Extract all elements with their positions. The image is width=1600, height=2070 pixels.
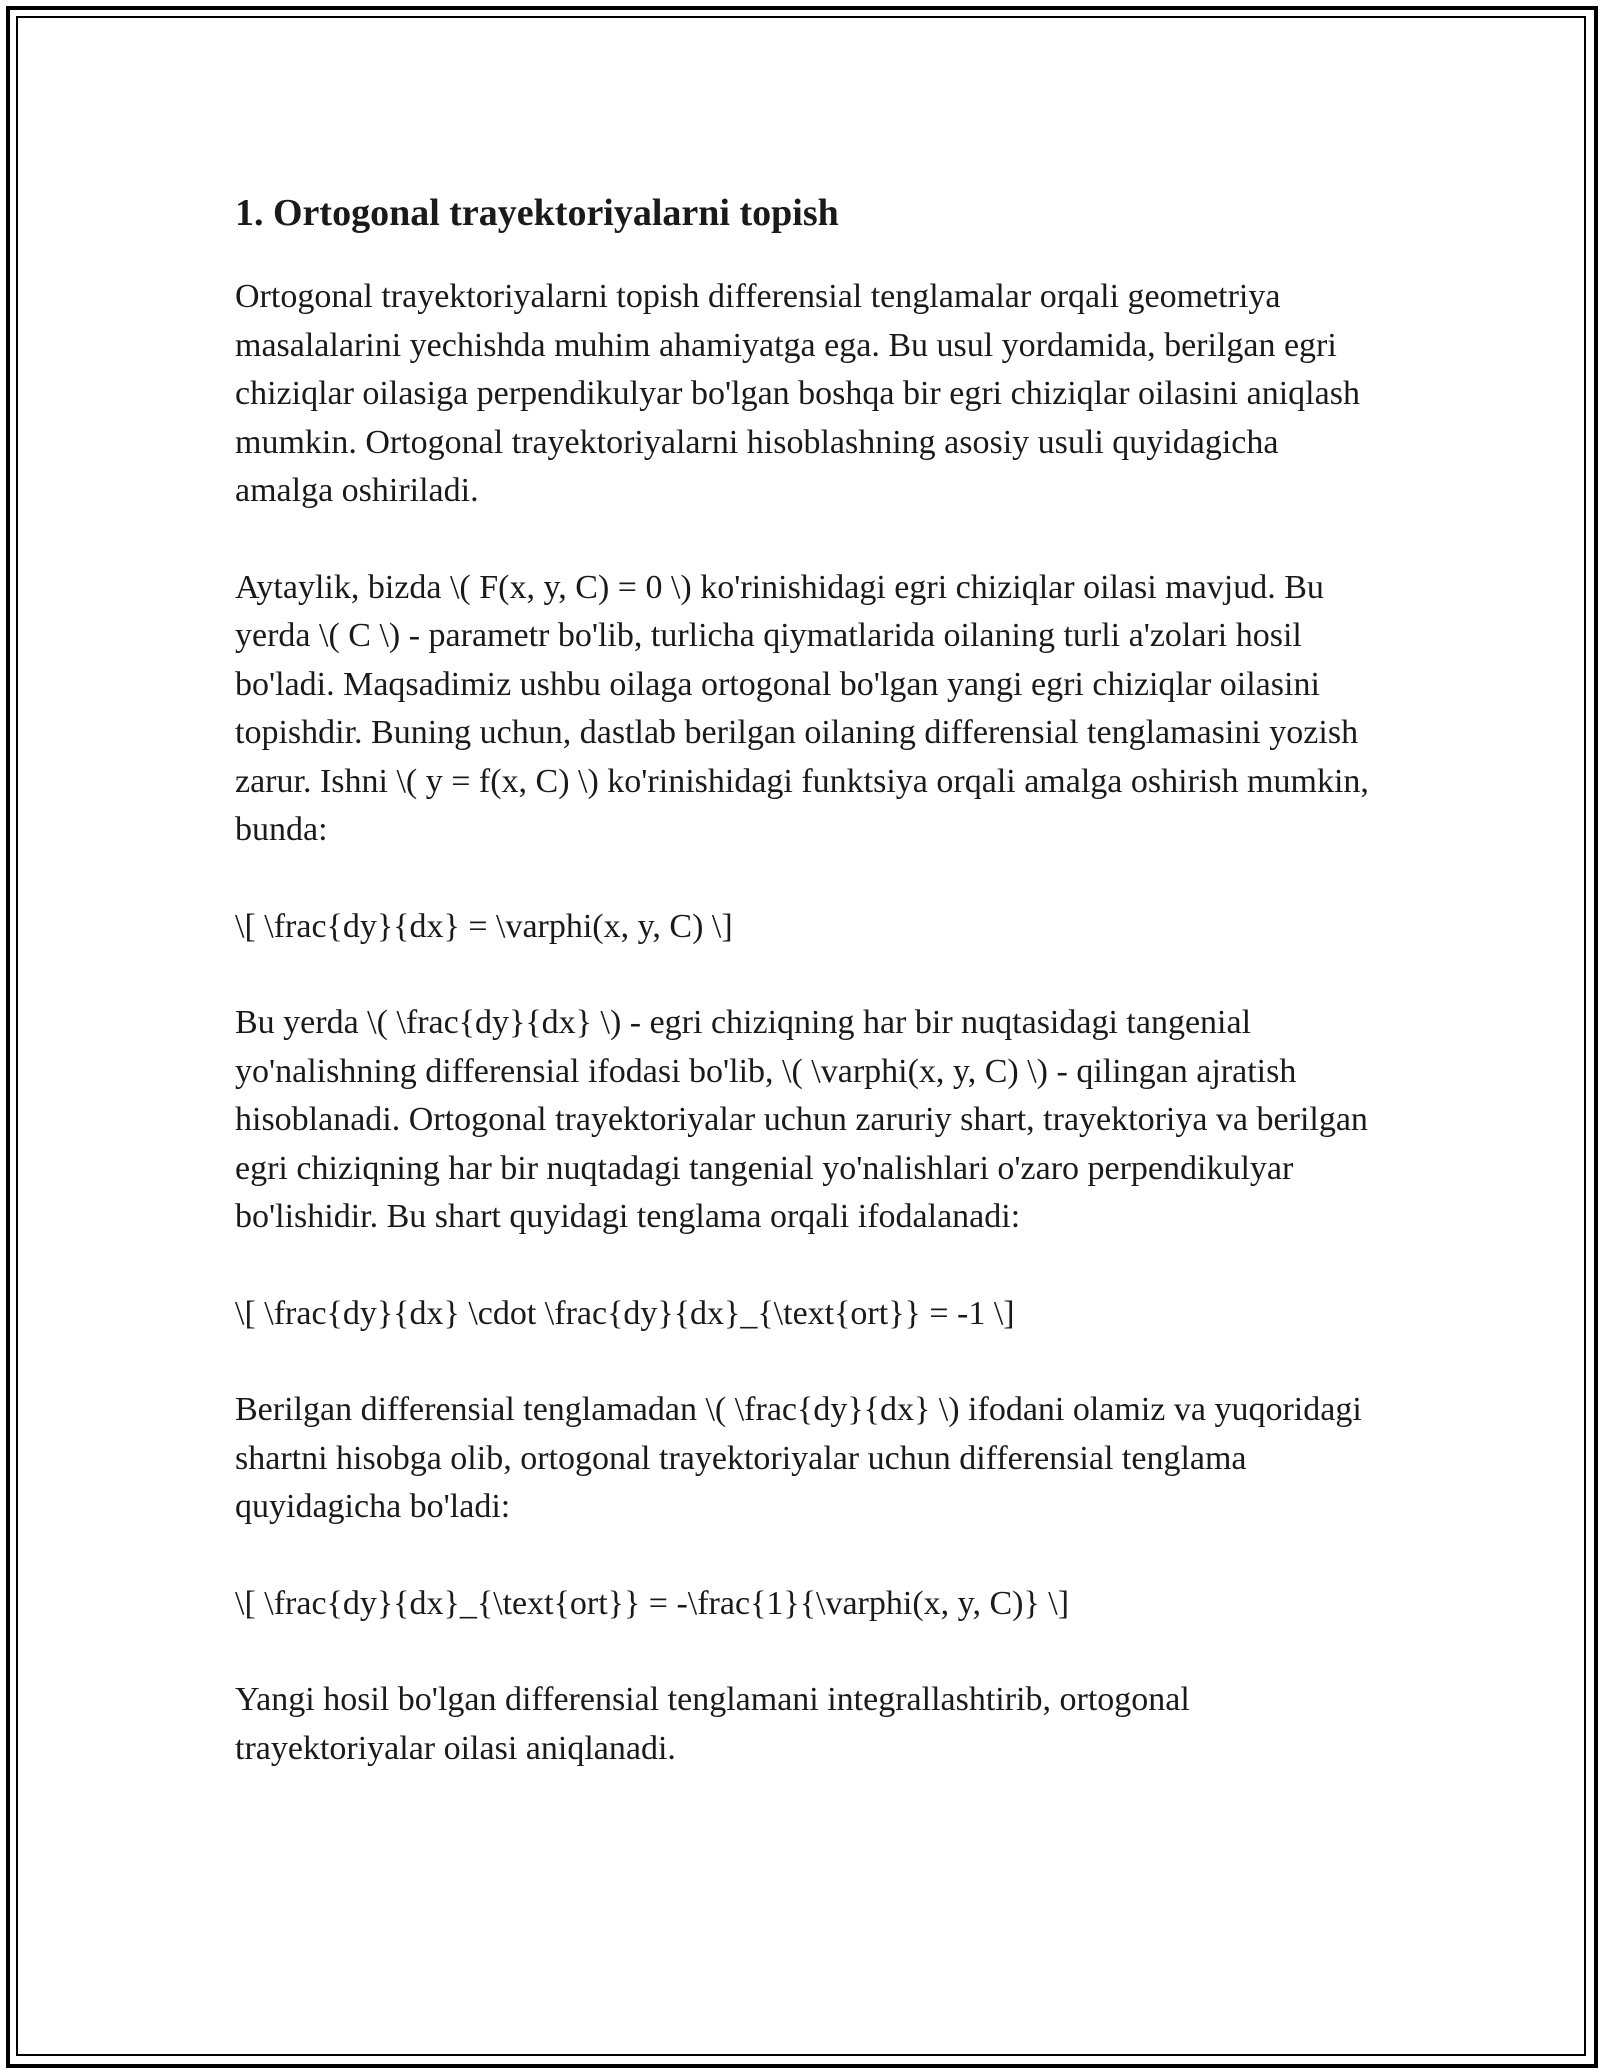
paragraph-intro: Ortogonal trayektoriyalarni topish differensial tenglamalar orqali geometriya masalalarini yechishda muhim ahamiyatga ega. Bu usul yordamida, berilgan egri chiziqlar oilasiga perpendikulyar bo'lgan boshqa bir egri chiziqlar oilasini aniqlash mumkin. Ortogonal trayektoriyalarni hisoblashning asosiy usuli quyidagicha amalga oshiriladi. — [235, 278, 1360, 509]
formula-derivative: \[ \frac{dy}{dx} = \varphi(x, y, C) \] — [235, 907, 733, 945]
formula-orthogonality: \[ \frac{dy}{dx} \cdot \frac{dy}{dx}_{\text{ort}} = -1 \] — [235, 1294, 1015, 1332]
paragraph-tangent-condition: Bu yerda \( \frac{dy}{dx} \) - egri chiziqning har bir nuqtasidagi tangenial yo'nalishning differensial ifodasi bo'lib, \( \varphi(x, y, C) \) - qilingan ajratish hisoblanadi. Ortogonal trayektoriyalar uchun zaruriy shart, trayektoriya va berilgan egri chiziqning har bir nuqtadagi tangenial yo'nalishlari o'zaro perpendikulyar bo'lishidir. Bu shart quyidagi tenglama orqali ifodalanadi: — [235, 1004, 1368, 1235]
paragraph-derive-equation: Berilgan differensial tenglamadan \( \frac{dy}{dx} \) ifodani olamiz va yuqoridagi shartni hisobga olib, ortogonal trayektoriyalar uchun differensial tenglama quyidagicha bo'ladi: — [235, 1391, 1362, 1525]
formula-orthogonal-slope: \[ \frac{dy}{dx}_{\text{ort}} = -\frac{1}{\varphi(x, y, C)} \] — [235, 1584, 1070, 1622]
document-body — [235, 186, 1370, 1821]
paragraph-conclusion: Yangi hosil bo'lgan differensial tenglamani integrallashtirib, ortogonal trayektoriyalar oilasi aniqlanadi. — [235, 1681, 1190, 1767]
paragraph-curve-family: Aytaylik, bizda \( F(x, y, C) = 0 \) ko'rinishidagi egri chiziqlar oilasi mavjud. Bu yerda \( C \) - parametr bo'lib, turlicha qiymatlarida oilaning turli a'zolari hosil bo'ladi. Maqsadimiz ushbu oilaga ortogonal bo'lgan yangi egri chiziqlar oilasini topishdir. Buning uchun, dastlab berilgan oilaning differensial tenglamasini yozish zarur. Ishni \( y = f(x, C) \) ko'rinishidagi funktsiya orqali amalga oshirish mumkin, bunda: — [235, 568, 1369, 848]
section-heading: 1. Ortogonal trayektoriyalarni topish — [235, 192, 839, 234]
